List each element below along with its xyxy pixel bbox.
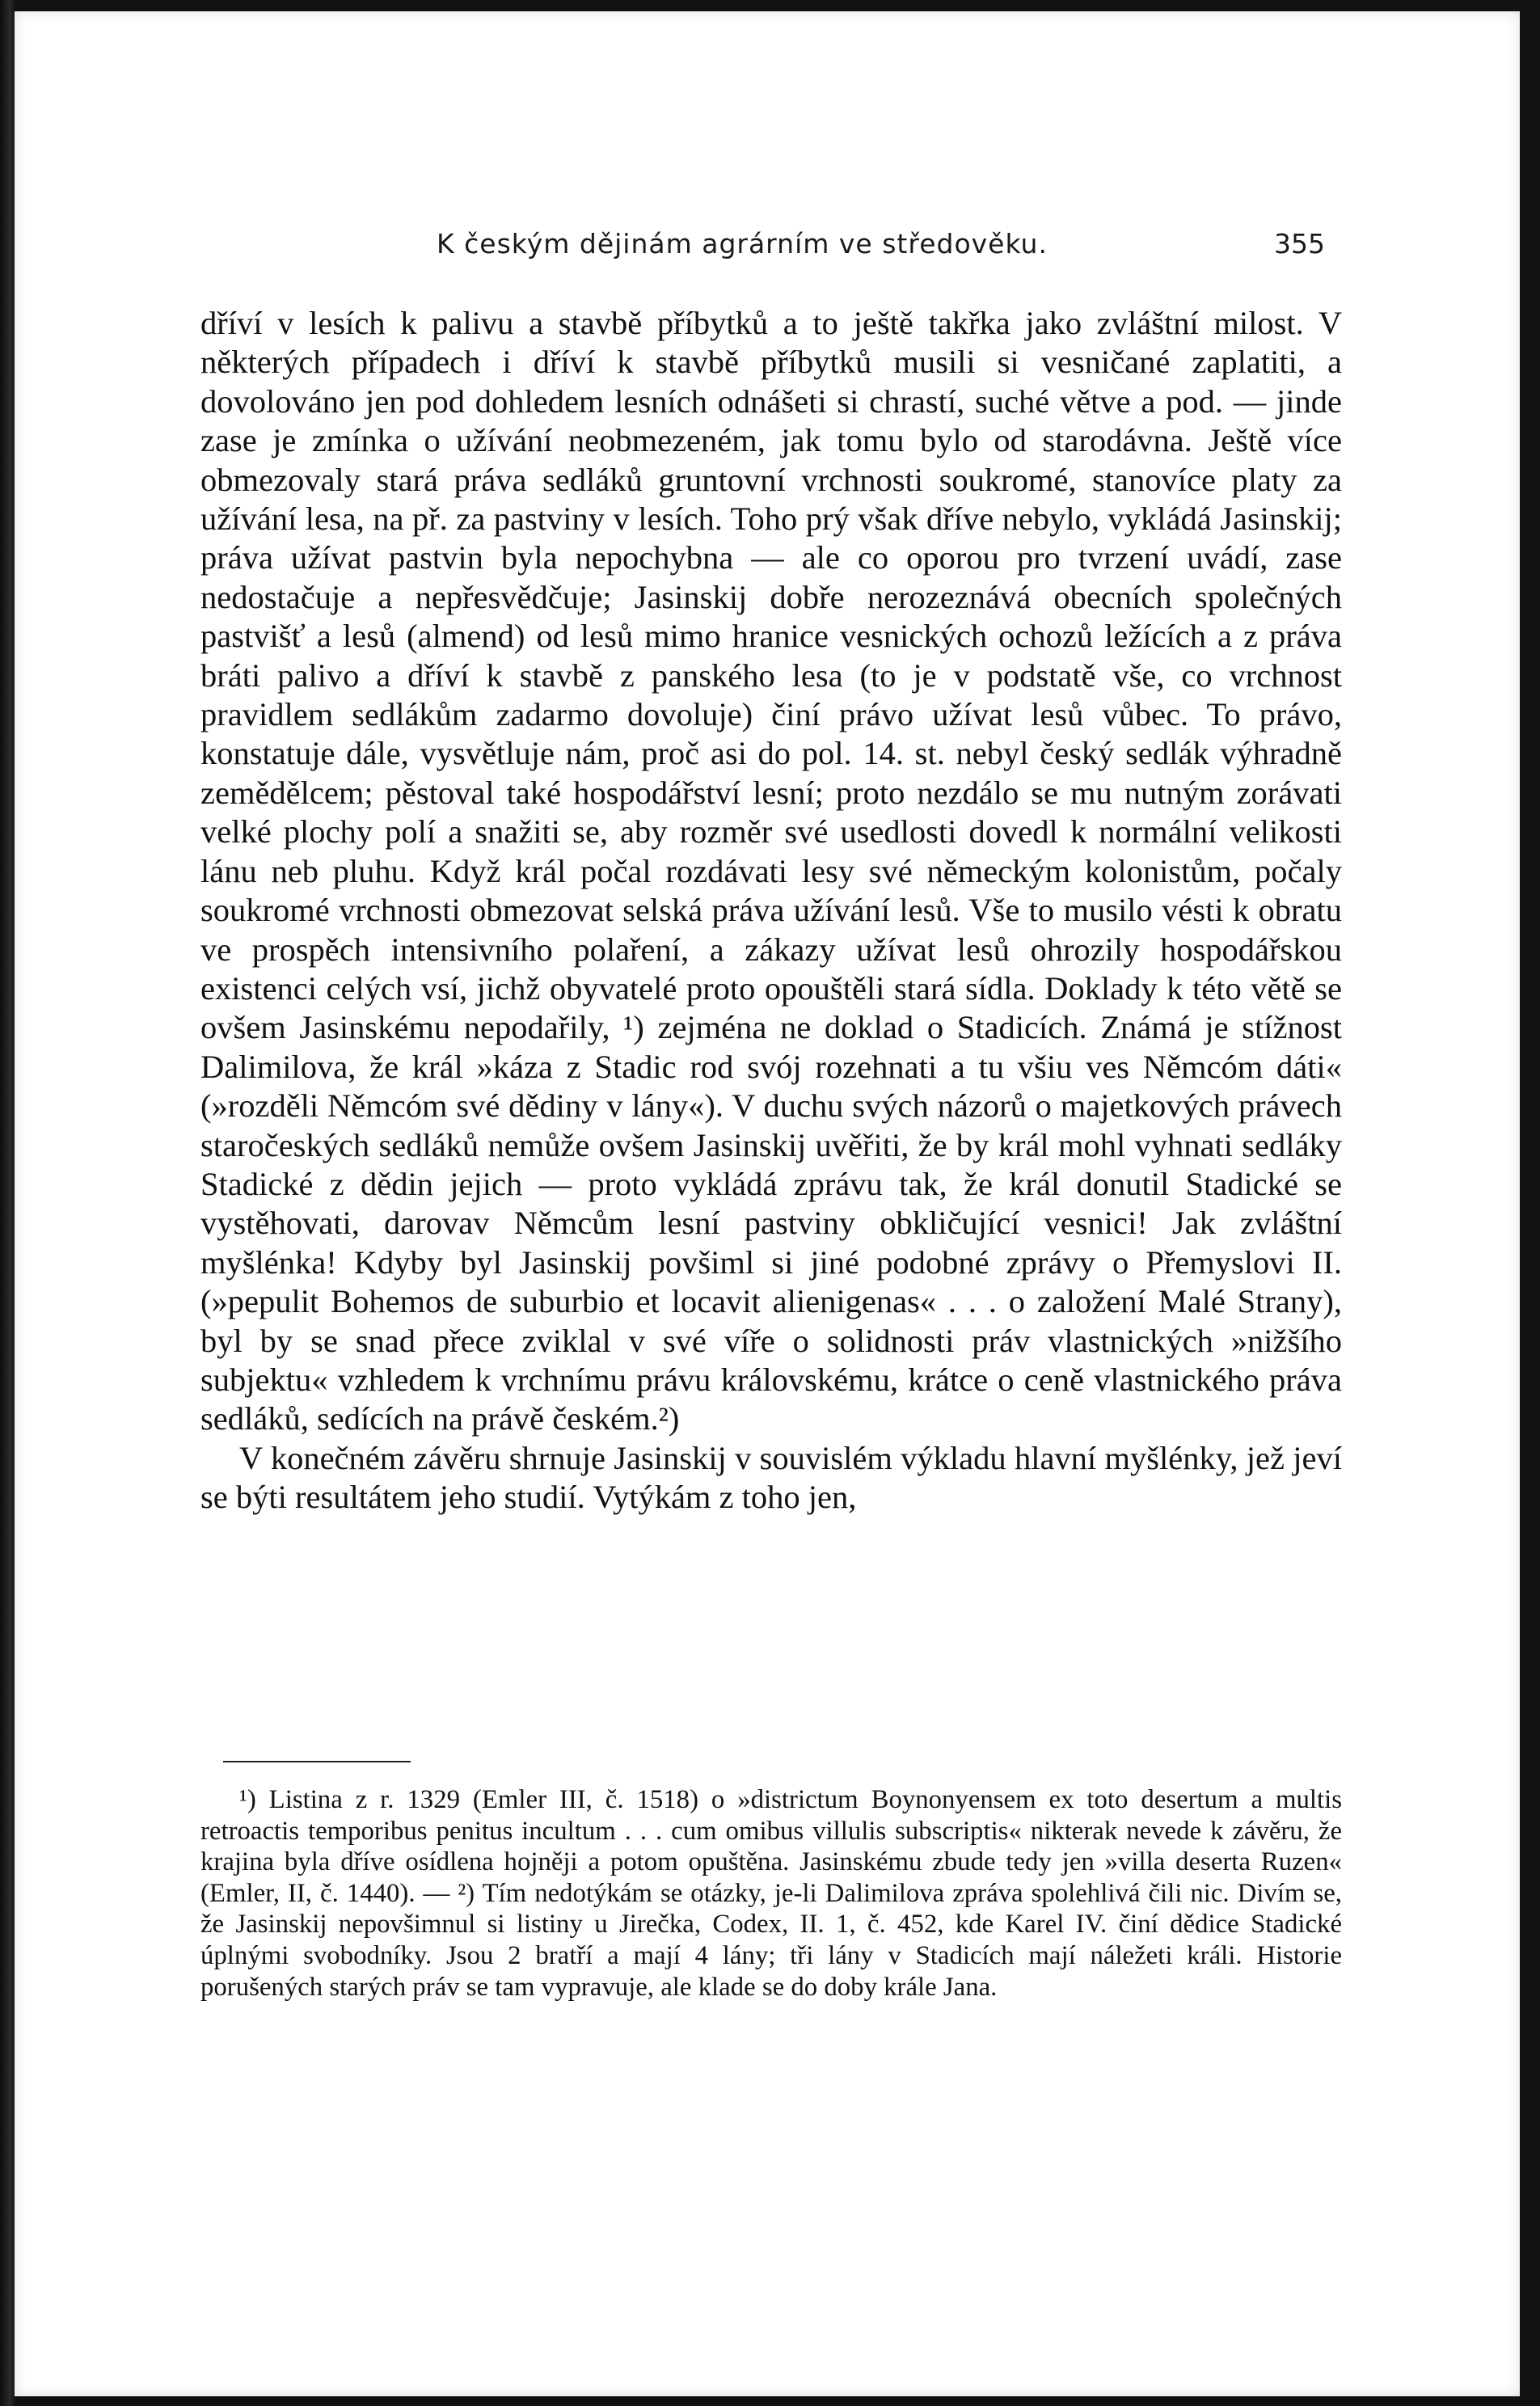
page-number: 355: [1274, 228, 1325, 260]
footnotes: [200, 1784, 1342, 2003]
paragraph: dříví v lesích k palivu a stavbě příbytků a to ještě takřka jako zvláštní milost. V některých případech i dříví k stavbě příbytků musili si vesničané zaplatiti, a dovolováno jen pod dohledem lesních odnášeti si chrastí, suché větve a pod. — jinde zase je zmínka o užívání neobmezeném, jak tomu bylo od starodávna. Ještě více obmezovaly stará práva sedláků gruntovní vrchnosti soukromé, stanovíce platy za užívání lesa, na př. za pastviny v lesích. Toho prý však dříve nebylo, vykládá Jasinskij; práva užívat pastvin byla nepochybna — ale co oporou pro tvrzení uvádí, zase nedostačuje a nepřesvědčuje; Jasinskij dobře nerozeznává obecních společných pastvišť a lesů (almend) od lesů mimo hranice vesnických ochozů ležících a z práva bráti palivo a dříví k stavbě z panského lesa (to je v podstatě vše, co vrchnost pravidlem sedlákům zadarmo dovoluje) činí právo užívat lesů vůbec. To právo, konstatuje dále, vysvětluje nám, proč asi do pol. 14. st. nebyl český sedlák výhradně zemědělcem; pěstoval také hospodářství lesní; proto nezdálo se mu nutným zorávati velké plochy polí a snažiti se, aby rozměr své usedlosti dovedl k normální velikosti lánu neb pluhu. Když král počal rozdávati lesy své německým kolonistům, počaly soukromé vrchnosti obmezovat selská práva užívání lesů. Vše to musilo vésti k obratu ve prospěch intensivního polaření, a zákazy užívat lesů ohrozily hospodářskou existenci celých vsí, jichž obyvatelé proto opouštěli stará sídla. Doklady k této větě se ovšem Jasinskému nepodařily, ¹) zejména ne doklad o Stadicích. Známá je stížnost Dalimilova, že král »káza z Stadic rod svój rozehnati a tu všiu ves Němcóm dáti« (»rozděli Němcóm své dědiny v lány«). V duchu svých názorů o majetkových právech staročeských sedláků nemůže ovšem Jasinskij uvěřiti, že by král mohl vyhnati sedláky Stadické z dědin jejich — proto vykládá zprávu tak, že král donutil Stadické se vystěhovati, darovav Němcům lesní pastviny obkličující vesnici! Jak zvláštní myšlénka! Kdyby byl Jasinskij povšiml si jiné podobné zprávy o Přemyslovi II. (»pepulit Bohemos de suburbio et locavit alienigenas« . . . o založení Malé Strany), byl by se snad přece zviklal v své víře o solidnosti práv vlastnických »nižšího subjektu« vzhledem k vrchnímu právu královskému, krátce o ceně vlastnického práva sedláků, sedících na právě českém.²): [200, 305, 1342, 1437]
running-head: [15, 228, 1520, 268]
running-title: K českým dějinám agrárním ve středověku.: [437, 228, 1048, 260]
footnote-text: ¹) Listina z r. 1329 (Emler III, č. 1518) o »districtum Boynonyensem ex toto desertum a multis retroactis temporibus penitus incultum . . . cum omibus villulis subscriptis« nikterak nevede k závěru, že krajina byla dříve osídlena hojněji a potom opuštěna. Jasinskému zbude tedy jen »villa deserta Ruzen« (Emler, II, č. 1440). — ²) Tím nedotýkám se otázky, je-li Dalimilova zpráva spolehlivá čili nic. Divím se, že Jasinskij nepovšimnul si listiny u Jirečka, Codex, II. 1, č. 452, kde Karel IV. činí dědice Stadické úplnými svobodníky. Jsou 2 bratří a mají 4 lány; tři lány v Stadicích mají náležeti králi. Historie porušených starých práv se tam vypravuje, ale klade se do doby krále Jana.: [200, 1785, 1342, 2002]
footnote-divider: [223, 1761, 411, 1762]
book-page: [15, 11, 1520, 2396]
main-text: [200, 304, 1342, 1517]
paragraph: V konečném závěru shrnuje Jasinskij v souvislém výkladu hlavní myšlénky, jež jeví se býti resultátem jeho studií. Vytýkám z toho jen,: [200, 1439, 1342, 1516]
